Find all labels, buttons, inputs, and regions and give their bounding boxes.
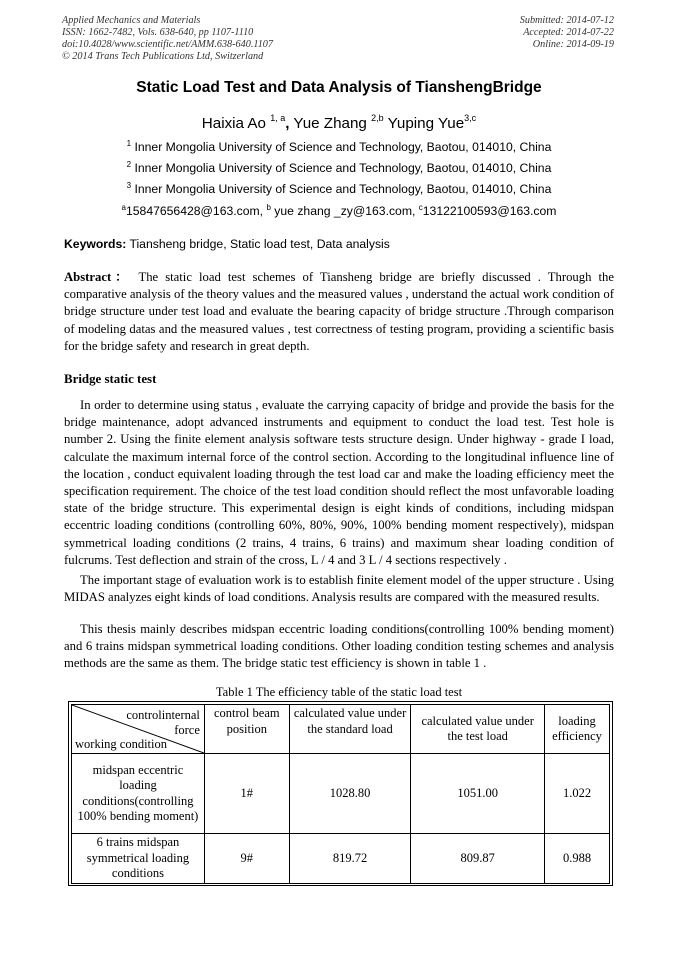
email-text: 15847656428@163.com, (125, 204, 264, 218)
author-separator: , (285, 115, 290, 132)
journal-issn: ISSN: 1662-7482, Vols. 638-640, pp 1107-1110 (62, 27, 254, 38)
affiliation-sup: 3 (126, 181, 132, 190)
affiliation-text: Inner Mongolia University of Science and Technology, Baotou, 014010, China (134, 161, 552, 175)
journal-name: Applied Mechanics and Materials (62, 15, 201, 26)
abstract-text: The static load test schemes of Tiansheng bridge are briefly discussed . Through the comparative analysis of the theory values and the measured values , understand the actual work condition of bridge structure under test load and evaluate the bearing capacity of bridge structure .Through comparison of modeling datas and the measured values , test correctness of testing program, providing a scientific basis for the bridge safety and research in great depth. (64, 270, 614, 353)
table-row (72, 754, 610, 834)
table-header-row (72, 705, 610, 754)
diagonal-header-top (126, 708, 200, 738)
submitted-date: Submitted: 2014-07-12 (519, 15, 614, 26)
email-text: yue zhang _zy@163.com, (274, 204, 416, 218)
paragraph-3: This thesis mainly describes midspan eccentric loading conditions(controlling 100% bending moment) and 6 trains midspan symmetrical loading conditions. Other loading condition testing schemes and analysis methods are the same as them. The bridge static test efficiency is shown in table 1 . (64, 622, 614, 671)
cell-test: 1051.00 (411, 754, 545, 834)
cell-position: 9# (204, 834, 289, 884)
cell-condition: midspan eccentric loading conditions(controlling 100% bending moment) (72, 754, 205, 834)
abstract-label: Abstract： (64, 270, 132, 284)
paragraph-2: The important stage of evaluation work is to establish finite element model of the upper structure . Using MIDAS analyzes eight kinds of load conditions. Analysis results are compared with the measured results. (64, 573, 614, 605)
online-date: Online: 2014-09-19 (532, 39, 614, 50)
cell-standard: 1028.80 (289, 754, 411, 834)
affiliation-text: Inner Mongolia University of Science and Technology, Baotou, 014010, China (134, 140, 552, 154)
email-line (0, 203, 678, 218)
author-sup: 1, a (270, 113, 286, 123)
column-header: loading efficiency (545, 705, 610, 754)
accepted-date: Accepted: 2014-07-22 (523, 27, 614, 38)
affiliation-2 (0, 160, 678, 175)
column-header: control beam position (204, 705, 289, 754)
section-heading: Bridge static test (64, 372, 157, 386)
affiliation-text: Inner Mongolia University of Science and Technology, Baotou, 014010, China (134, 182, 552, 196)
affiliation-1 (0, 139, 678, 154)
email-text: 13122100593@163.com (422, 204, 557, 218)
efficiency-table-frame (68, 701, 613, 886)
cell-test: 809.87 (411, 834, 545, 884)
diag-top-line: force (174, 723, 200, 737)
submission-dates (520, 15, 614, 51)
diagonal-header-cell (72, 705, 205, 754)
author-name: Yuping Yue (387, 115, 465, 132)
diag-top-line: controlinternal (126, 708, 200, 722)
keywords (64, 237, 390, 251)
cell-efficiency: 1.022 (545, 754, 610, 834)
paragraph-1: In order to determine using status , evaluate the carrying capacity of bridge and provide the basis for the bridge maintenance, adopt advanced instruments and equipment to conduct the load test. Test hole is number 2. Using the finite element analysis software tests structure design. Under highway - grade I load, calculate the maximum internal force of the control section. According to the longitudinal influence line of the location , conduct equivalent loading through the test load car and make the loading efficiency meet the specification requirement. The choice of the test load condition should reflect the most unfavorable loading state of the bridge structure. This experimental design is eight kinds of conditions, including midspan eccentric loading conditions (controlling 60%, 80%, 90%, 100% bending moment respectively), midspan symmetrical loading conditions (2 trains, 4 trains, 6 trains) and maximum shear loading condition of fulcrums. Test deflection and strain of the cross, L / 4 and 3 L / 4 sections respectively . (64, 398, 614, 567)
cell-efficiency: 0.988 (545, 834, 610, 884)
table-caption: Table 1 The efficiency table of the static load test (215, 685, 463, 699)
author-list (0, 113, 678, 132)
author-sup: 3,c (464, 113, 477, 123)
email-sup: c (418, 203, 423, 212)
affiliation-3 (0, 181, 678, 196)
keywords-text: Tiansheng bridge, Static load test, Data analysis (129, 237, 390, 251)
abstract (64, 269, 614, 355)
affiliation-sup: 1 (126, 139, 132, 148)
keywords-label: Keywords: (64, 237, 127, 251)
author-name: Yue Zhang (293, 115, 367, 132)
author-sup: 2,b (371, 113, 384, 123)
journal-doi: doi:10.4028/www.scientific.net/AMM.638-640.1107 (62, 39, 273, 50)
efficiency-table (71, 704, 610, 884)
journal-info (62, 15, 273, 63)
column-header: calculated value under the test load (411, 705, 545, 754)
column-header: calculated value under the standard load (289, 705, 411, 754)
table-row (72, 834, 610, 884)
email-sup: a (121, 203, 126, 212)
cell-standard: 819.72 (289, 834, 411, 884)
cell-position: 1# (204, 754, 289, 834)
paper-title: Static Load Test and Data Analysis of TianshengBridge (136, 79, 542, 96)
email-sup: b (266, 203, 271, 212)
diagonal-header-bottom: working condition (75, 737, 168, 751)
cell-condition: 6 trains midspan symmetrical loading conditions (72, 834, 205, 884)
journal-copyright: © 2014 Trans Tech Publications Ltd, Switzerland (62, 51, 264, 62)
author-name: Haixia Ao (201, 115, 266, 132)
affiliation-sup: 2 (126, 160, 132, 169)
